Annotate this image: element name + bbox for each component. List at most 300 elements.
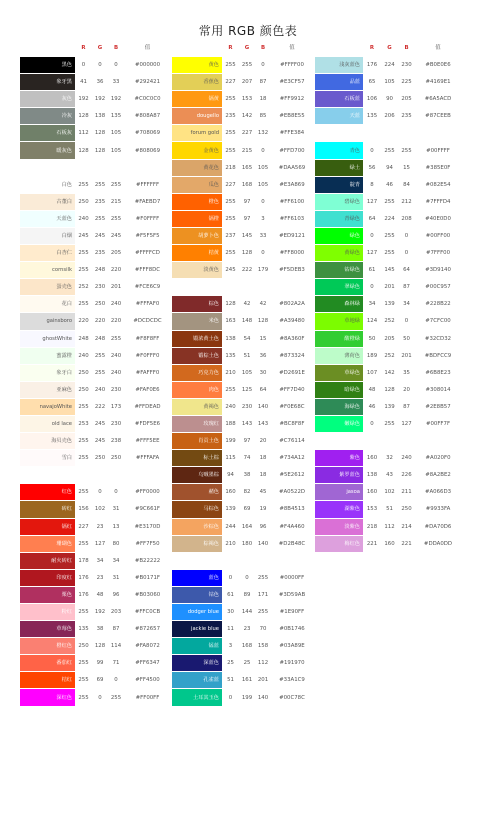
r-value: 153	[363, 501, 381, 518]
b-value: 96	[108, 586, 124, 603]
table-row	[172, 227, 313, 244]
b-value	[398, 433, 415, 450]
color-swatch: 青色	[315, 142, 363, 159]
hex-value: #873324	[271, 347, 313, 364]
r-value: 128	[75, 142, 92, 159]
table-body	[20, 57, 171, 707]
r-value: 210	[222, 535, 239, 552]
color-swatch: 镉红	[20, 518, 75, 535]
hex-value: #B0171F	[124, 569, 171, 586]
table-row	[20, 398, 171, 415]
g-value: 128	[92, 125, 108, 142]
table-row	[20, 347, 171, 364]
hex-value: #8A360F	[271, 330, 313, 347]
r-value: 112	[75, 125, 92, 142]
g-value: 145	[239, 227, 255, 244]
table-row	[20, 689, 171, 706]
hex-value: #7CFC00	[415, 313, 461, 330]
b-value: 140	[255, 535, 271, 552]
hex-value: #F5DEB3	[271, 262, 313, 279]
color-swatch: dougello	[172, 108, 222, 125]
hex-value: #1E90FF	[271, 604, 313, 621]
r-value: 218	[222, 159, 239, 176]
b-value: 70	[255, 621, 271, 638]
table-row	[172, 347, 313, 364]
b-value: 33	[108, 74, 124, 91]
color-swatch: 蛋壳色	[20, 279, 75, 296]
b-value: 0	[255, 57, 271, 74]
r-value: 255	[75, 535, 92, 552]
color-swatch: 钴绿色	[315, 262, 363, 279]
g-value: 206	[381, 108, 398, 125]
hex-value: #F5F5F5	[124, 227, 171, 244]
hex-value: #FFE384	[271, 125, 313, 142]
hex-value: #00FF7F	[415, 415, 461, 432]
color-swatch: 薄荷色	[315, 347, 363, 364]
r-value: 124	[363, 313, 381, 330]
table-row	[20, 552, 171, 569]
r-value: 135	[222, 347, 239, 364]
table-row	[20, 176, 171, 193]
g-value: 25	[239, 655, 255, 672]
r-value: 61	[222, 586, 239, 603]
color-swatch: 桔红	[20, 672, 75, 689]
swatch-header	[20, 40, 75, 57]
hex-value: #F0FFF0	[124, 347, 171, 364]
hex-value: #A39480	[271, 313, 313, 330]
color-swatch: 红色	[20, 484, 75, 501]
table-row	[172, 415, 313, 432]
b-value: 245	[108, 227, 124, 244]
color-swatch: 番茄红	[20, 655, 75, 672]
r-value: 128	[222, 296, 239, 313]
r-value: 30	[222, 604, 239, 621]
g-value: 0	[92, 484, 108, 501]
r-value: 3	[222, 638, 239, 655]
r-value: 138	[363, 467, 381, 484]
color-swatch: 印度红	[20, 569, 75, 586]
b-value: 132	[255, 125, 271, 142]
hex-value: #7FFF00	[415, 245, 461, 262]
b-value: 208	[398, 210, 415, 227]
table-body	[172, 57, 313, 707]
g-value: 164	[239, 518, 255, 535]
hex-value: #FF8000	[271, 245, 313, 262]
b-value: 0	[255, 142, 271, 159]
hex-value: #7FFFD4	[415, 193, 461, 210]
r-value: 255	[75, 296, 92, 313]
b-value: 0	[398, 245, 415, 262]
color-swatch: 马棕色	[172, 501, 222, 518]
table-row	[20, 484, 171, 501]
g-value: 74	[239, 450, 255, 467]
table-row	[20, 57, 171, 74]
hex-value: #FFF5EE	[124, 433, 171, 450]
hex-value: #0000FF	[271, 569, 313, 586]
color-swatch: 石板灰	[20, 125, 75, 142]
color-swatch: 嫩绿色	[315, 415, 363, 432]
table-row	[315, 381, 461, 398]
hex-value: #FF4500	[124, 672, 171, 689]
b-value: 143	[255, 415, 271, 432]
g-value: 128	[92, 142, 108, 159]
r-value	[363, 125, 381, 142]
b-value: 221	[398, 535, 415, 552]
r-value: 176	[75, 569, 92, 586]
g-value: 224	[381, 210, 398, 227]
table-row	[315, 535, 461, 552]
color-table	[20, 40, 171, 707]
hex-value: #E3CF57	[271, 74, 313, 91]
g-value: 148	[239, 313, 255, 330]
hex-value: #A066D3	[415, 484, 461, 501]
color-swatch: 品蓝	[315, 74, 363, 91]
r-value: 220	[75, 313, 92, 330]
g-value: 248	[92, 262, 108, 279]
hex-value: #6A5ACD	[415, 91, 461, 108]
color-swatch	[20, 159, 75, 176]
r-value: 255	[222, 381, 239, 398]
table-row	[172, 621, 313, 638]
color-swatch: 肉色	[172, 381, 222, 398]
color-swatch: 栗色	[20, 586, 75, 603]
color-swatch: 镉橙	[172, 210, 222, 227]
table-row	[20, 313, 171, 330]
b-value: 15	[255, 330, 271, 347]
b-value: 250	[398, 501, 415, 518]
color-swatch: 锰蓝	[172, 638, 222, 655]
value-header: 值	[124, 40, 171, 57]
g-value: 69	[92, 672, 108, 689]
color-swatch: 砖红	[20, 501, 75, 518]
b-value: 127	[398, 415, 415, 432]
b-value: 230	[108, 415, 124, 432]
b-value: 85	[255, 108, 271, 125]
g-value: 222	[239, 262, 255, 279]
table-row	[172, 501, 313, 518]
r-value: 245	[222, 262, 239, 279]
b-value: 96	[255, 518, 271, 535]
b-value: 42	[255, 296, 271, 313]
g-value: 160	[381, 535, 398, 552]
table-row	[172, 176, 313, 193]
r-value: 107	[363, 364, 381, 381]
table-row	[315, 330, 461, 347]
b-value: 179	[255, 262, 271, 279]
g-header: G	[92, 40, 108, 57]
hex-value	[271, 552, 313, 569]
b-value: 255	[398, 142, 415, 159]
r-value: 127	[363, 193, 381, 210]
r-value: 34	[363, 296, 381, 313]
table-row	[20, 262, 171, 279]
b-value: 220	[108, 262, 124, 279]
color-swatch: 紫罗蓝色	[315, 467, 363, 484]
r-value: 255	[75, 398, 92, 415]
g-value: 255	[381, 415, 398, 432]
color-swatch: 湖紫色	[315, 501, 363, 518]
b-value: 203	[108, 604, 124, 621]
g-value: 220	[92, 313, 108, 330]
table-row	[172, 279, 313, 296]
b-value: 140	[255, 398, 271, 415]
b-value: 45	[255, 484, 271, 501]
g-value: 153	[239, 91, 255, 108]
hex-value: #E3170D	[124, 518, 171, 535]
hex-value	[415, 433, 461, 450]
g-value: 224	[381, 57, 398, 74]
r-value: 65	[363, 74, 381, 91]
table-row	[315, 176, 461, 193]
table-row	[315, 501, 461, 518]
g-value: 102	[381, 484, 398, 501]
g-value: 255	[92, 347, 108, 364]
r-value: 139	[222, 501, 239, 518]
g-value: 138	[92, 108, 108, 125]
b-value: 64	[255, 381, 271, 398]
table-row	[20, 518, 171, 535]
table-row	[20, 125, 171, 142]
g-value: 227	[239, 125, 255, 142]
table-row	[315, 484, 461, 501]
color-swatch: 钴色	[172, 586, 222, 603]
hex-value: #EB8E55	[271, 108, 313, 125]
hex-value: #32CD32	[415, 330, 461, 347]
hex-value: #87CEEB	[415, 108, 461, 125]
table-row	[20, 279, 171, 296]
b-value: 212	[398, 193, 415, 210]
color-swatch: 黑色	[20, 57, 75, 74]
g-value: 51	[381, 501, 398, 518]
color-swatch: 石板蓝	[315, 91, 363, 108]
r-value: 61	[363, 262, 381, 279]
hex-value: #FF0000	[124, 484, 171, 501]
r-header: R	[75, 40, 92, 57]
table-row	[172, 535, 313, 552]
b-value: 87	[108, 621, 124, 638]
color-swatch: ghostWhite	[20, 330, 75, 347]
b-value: 230	[398, 57, 415, 74]
hex-value: #33A1C9	[271, 672, 313, 689]
g-value: 23	[239, 621, 255, 638]
table-row	[172, 398, 313, 415]
r-value: 0	[222, 689, 239, 706]
table-row	[172, 672, 313, 689]
g-value: 222	[92, 398, 108, 415]
r-value	[75, 467, 92, 484]
table-row	[20, 638, 171, 655]
color-swatch: jasoa	[315, 484, 363, 501]
color-swatch	[172, 279, 222, 296]
hex-value: #292421	[124, 74, 171, 91]
hex-value: #DCDCDC	[124, 313, 171, 330]
r-value: 255	[222, 210, 239, 227]
r-value: 192	[75, 91, 92, 108]
g-value: 102	[92, 501, 108, 518]
r-value: 0	[222, 569, 239, 586]
g-value: 215	[239, 142, 255, 159]
color-swatch: 深蓝色	[172, 655, 222, 672]
hex-value: #B22222	[124, 552, 171, 569]
g-value: 112	[381, 518, 398, 535]
hex-value: #F8F8FF	[124, 330, 171, 347]
color-swatch: 标土棕	[172, 450, 222, 467]
r-value: 221	[363, 535, 381, 552]
g-value: 235	[92, 245, 108, 262]
color-swatch: 雪白	[20, 450, 75, 467]
table-row	[172, 159, 313, 176]
hex-value: #F0E68C	[271, 398, 313, 415]
r-value: 94	[222, 467, 239, 484]
page-title: 常用 RGB 颜色表	[198, 24, 298, 38]
color-swatch: 亚麻色	[20, 381, 75, 398]
hex-value: #00C957	[415, 279, 461, 296]
g-value: 99	[92, 655, 108, 672]
g-value: 139	[381, 296, 398, 313]
color-swatch: 乌贼墨棕	[172, 467, 222, 484]
b-value: 87	[255, 74, 271, 91]
color-swatch: 青绿色	[315, 210, 363, 227]
table-row	[20, 467, 171, 484]
r-value: 199	[222, 433, 239, 450]
g-value	[381, 125, 398, 142]
table-row	[172, 381, 313, 398]
hex-value: #ED9121	[271, 227, 313, 244]
table-row	[20, 296, 171, 313]
r-value: 46	[363, 398, 381, 415]
g-value: 97	[239, 433, 255, 450]
hex-value: #FFF8DC	[124, 262, 171, 279]
table-row	[315, 125, 461, 142]
r-value: 240	[222, 398, 239, 415]
color-swatch: 白色	[20, 176, 75, 193]
g-value: 180	[239, 535, 255, 552]
table-row	[172, 91, 313, 108]
g-value: 192	[92, 604, 108, 621]
hex-value: #3D59AB	[271, 586, 313, 603]
b-value: 0	[398, 227, 415, 244]
color-swatch: 酸橙绿	[315, 330, 363, 347]
r-header: R	[222, 40, 239, 57]
b-value: 201	[108, 279, 124, 296]
hex-value: #6B8E23	[415, 364, 461, 381]
r-value: 255	[75, 655, 92, 672]
color-swatch: 草地绿	[315, 313, 363, 330]
table-row	[172, 296, 313, 313]
hex-value: #0B1746	[271, 621, 313, 638]
table-row	[172, 245, 313, 262]
g-value: 199	[239, 689, 255, 706]
table-row	[20, 415, 171, 432]
g-value: 165	[239, 159, 255, 176]
color-swatch: 天蓝色	[20, 210, 75, 227]
table-row	[315, 245, 461, 262]
b-value: 240	[108, 347, 124, 364]
g-value: 145	[381, 262, 398, 279]
r-value: 240	[75, 347, 92, 364]
r-value: 240	[75, 210, 92, 227]
hex-value: #BDFCC9	[415, 347, 461, 364]
b-value: 105	[108, 142, 124, 159]
table-row	[315, 57, 461, 74]
g-value: 168	[239, 638, 255, 655]
g-value: 192	[92, 91, 108, 108]
hex-value: #FF7F50	[124, 535, 171, 552]
g-value: 97	[239, 193, 255, 210]
hex-value	[415, 125, 461, 142]
hex-value: #FAFFF0	[124, 364, 171, 381]
g-value	[92, 467, 108, 484]
b-value: 34	[398, 296, 415, 313]
table-row	[172, 484, 313, 501]
g-value: 255	[92, 176, 108, 193]
g-value	[92, 159, 108, 176]
r-value: 248	[75, 330, 92, 347]
hex-value: #808A87	[124, 108, 171, 125]
table-row	[20, 330, 171, 347]
hex-value: #C0C0C0	[124, 91, 171, 108]
color-swatch: 香蕉色	[172, 74, 222, 91]
table-row	[315, 159, 461, 176]
b-value	[398, 125, 415, 142]
r-value: 176	[363, 57, 381, 74]
table-row	[315, 74, 461, 91]
b-value: 230	[108, 381, 124, 398]
b-value: 105	[108, 125, 124, 142]
hex-value: #FF9912	[271, 91, 313, 108]
color-swatch: 淡紫色	[315, 518, 363, 535]
table-row	[315, 142, 461, 159]
g-value: 235	[92, 193, 108, 210]
hex-value: #708069	[124, 125, 171, 142]
g-value: 69	[239, 501, 255, 518]
r-value: 0	[363, 142, 381, 159]
g-value: 230	[92, 279, 108, 296]
table-row	[20, 621, 171, 638]
color-swatch	[172, 552, 222, 569]
g-header: G	[381, 40, 398, 57]
g-value: 207	[239, 74, 255, 91]
r-value: 227	[75, 518, 92, 535]
table-row	[20, 655, 171, 672]
g-value: 142	[381, 364, 398, 381]
g-value: 105	[239, 364, 255, 381]
color-swatch: 巧克力色	[172, 364, 222, 381]
hex-value: #A020F0	[415, 450, 461, 467]
table-row	[172, 569, 313, 586]
g-value: 105	[381, 74, 398, 91]
g-value: 144	[239, 604, 255, 621]
hex-value: #8A2BE2	[415, 467, 461, 484]
color-swatch: 灰色	[20, 91, 75, 108]
hex-value: #802A2A	[271, 296, 313, 313]
r-value: 244	[222, 518, 239, 535]
g-value: 143	[239, 415, 255, 432]
hex-value: #872657	[124, 621, 171, 638]
color-swatch: 土耳其玉色	[172, 689, 222, 706]
table-row	[315, 108, 461, 125]
color-swatch: 绿土	[315, 159, 363, 176]
hex-value: #5E2612	[271, 467, 313, 484]
table-row	[172, 518, 313, 535]
table-header-row	[315, 40, 461, 57]
r-value: 160	[363, 450, 381, 467]
hex-value: #DA70D6	[415, 518, 461, 535]
r-value: 51	[222, 672, 239, 689]
g-value: 54	[239, 330, 255, 347]
color-table-column-3	[315, 40, 461, 553]
r-value: 106	[363, 91, 381, 108]
